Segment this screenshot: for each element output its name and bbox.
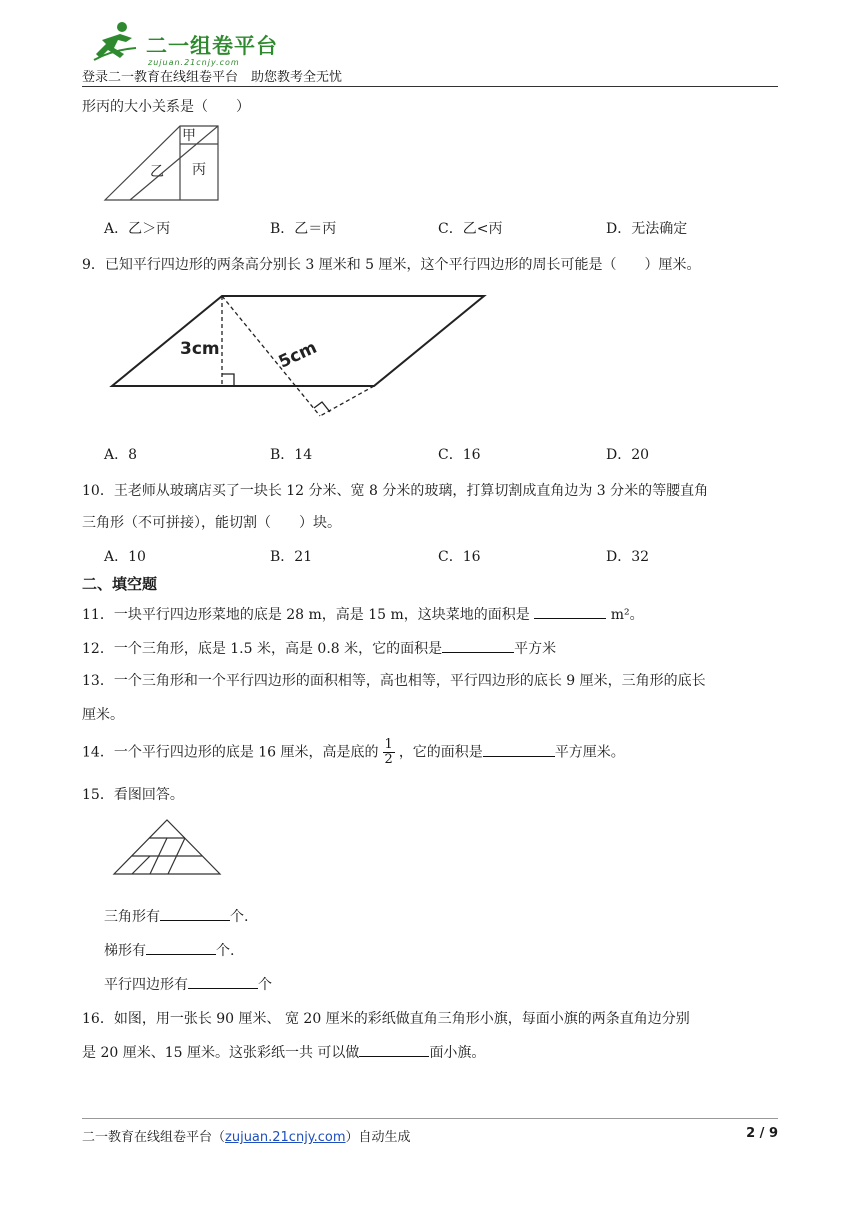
- q10-option-b[interactable]: B．21: [270, 549, 313, 565]
- q14-text-after: 平方厘米。: [554, 744, 625, 761]
- q15-triangles-label: 三角形有: [104, 909, 160, 925]
- q10-option-c[interactable]: C．16: [438, 549, 481, 565]
- q16-text-before: 是 20 厘米、15 厘米。这张彩纸一共 可以做: [82, 1045, 360, 1061]
- q15-parallelograms: [104, 974, 272, 994]
- q16-text-line1: 16．如图，用一张长 90 厘米、 宽 20 厘米的彩纸做直角三角形小旗，每面小旗的两条直角边分别: [82, 1011, 690, 1027]
- footer-link[interactable]: zujuan.21cnjy.com: [225, 1130, 346, 1145]
- footer-text-before: 二一教育在线组卷平台（: [82, 1130, 226, 1145]
- q13-text-line1: 13．一个三角形和一个平行四边形的面积相等，高也相等，平行四边形的底长 9 厘米，三角形的底长: [82, 673, 706, 689]
- q15-triangles-blank[interactable]: [160, 906, 230, 921]
- q12-text: [82, 638, 556, 658]
- q15-parallelograms-label: 平行四边形有: [104, 977, 188, 993]
- q8-option-c[interactable]: C．乙<丙: [438, 221, 503, 237]
- q8-option-b[interactable]: B．乙＝丙: [270, 221, 337, 237]
- q8-label-bing: 丙: [192, 162, 206, 178]
- q12-text-after: 平方米: [514, 641, 557, 657]
- q15-parallelograms-after: 个: [258, 977, 272, 993]
- q11-text-before: 11．一块平行四边形菜地的底是 28 m，高是 15 m，这块菜地的面积是: [82, 607, 535, 623]
- footer-text-after: ）自动生成: [345, 1130, 411, 1145]
- logo-text: 二一组卷平台: [146, 34, 278, 58]
- q8-option-a[interactable]: A．乙＞丙: [104, 221, 171, 237]
- logo-runner-icon: [92, 20, 142, 62]
- q10-option-a[interactable]: A．10: [104, 549, 146, 565]
- q14-answer-blank[interactable]: [483, 742, 555, 757]
- q10-text-line1: 10．王老师从玻璃店买了一块长 12 分米、宽 8 分米的玻璃，打算切割成直角边为 3 分米的等腰直角: [82, 483, 709, 499]
- q14-text-after-frac: ，它的面积是: [398, 744, 483, 761]
- q9-option-d[interactable]: D．20: [606, 447, 650, 463]
- q12-text-before: 12．一个三角形，底是 1.5 米，高是 0.8 米，它的面积是: [82, 641, 443, 657]
- q14-text: [82, 738, 625, 767]
- q8-label-yi: 乙: [150, 164, 164, 180]
- q8-label-jia: 甲: [182, 128, 196, 144]
- q9-option-c[interactable]: C．16: [438, 447, 481, 463]
- q11-text-after: m²。: [606, 607, 644, 623]
- q9-option-a[interactable]: A．8: [104, 447, 138, 463]
- q15-parallelograms-blank[interactable]: [188, 974, 258, 989]
- q16-answer-blank[interactable]: [359, 1042, 429, 1057]
- q15-triangles: [104, 906, 248, 926]
- q11-answer-blank[interactable]: [534, 604, 606, 619]
- q9-option-b[interactable]: B．14: [270, 447, 313, 463]
- q9-figure: [100, 286, 500, 426]
- q15-figure: [110, 816, 224, 878]
- header-divider: [82, 86, 778, 87]
- page-number: 2 / 9: [746, 1126, 778, 1141]
- q11-text: [82, 604, 644, 624]
- q15-trapezoids-blank[interactable]: [146, 940, 216, 955]
- q14-fraction-denominator: 2: [384, 752, 393, 767]
- q15-trapezoids-label: 梯形有: [104, 943, 146, 959]
- q10-option-d[interactable]: D．32: [606, 549, 650, 565]
- q16-text-line2: [82, 1042, 485, 1062]
- footer-divider: [82, 1118, 778, 1119]
- q12-answer-blank[interactable]: [442, 638, 514, 653]
- q15-trapezoids-after: 个.: [216, 943, 235, 959]
- q9-label-3cm: 3cm: [180, 339, 220, 359]
- q14-fraction: [383, 738, 395, 767]
- section-title-fill-blank: 二、填空题: [82, 575, 158, 593]
- q16-text-after: 面小旗。: [429, 1045, 486, 1061]
- q8-figure: [100, 122, 230, 206]
- q10-text-line2: 三角形（不可拼接），能切割（ ）块。: [82, 515, 341, 531]
- q9-label-5cm: 5cm: [275, 337, 321, 373]
- q15-text: 15．看图回答。: [82, 787, 184, 803]
- q15-trapezoids: [104, 940, 234, 960]
- q15-triangles-after: 个.: [230, 909, 249, 925]
- q13-text-line2: 厘米。: [82, 707, 124, 723]
- q8-text: 形丙的大小关系是（ ）: [82, 99, 250, 115]
- q8-option-d[interactable]: D．无法确定: [606, 221, 688, 237]
- q14-text-before: 14．一个平行四边形的底是 16 厘米，高是底的: [82, 744, 379, 761]
- q9-text: 9．已知平行四边形的两条高分别长 3 厘米和 5 厘米，这个平行四边形的周长可能是（ ）厘米。: [82, 257, 701, 273]
- header-tagline: 登录二一教育在线组卷平台 助您教考全无忧: [82, 70, 343, 85]
- header: [82, 18, 778, 88]
- footer-source: [82, 1126, 411, 1145]
- q14-fraction-numerator: 1: [384, 737, 393, 752]
- logo-subtitle: zujuan.21cnjy.com: [148, 58, 240, 67]
